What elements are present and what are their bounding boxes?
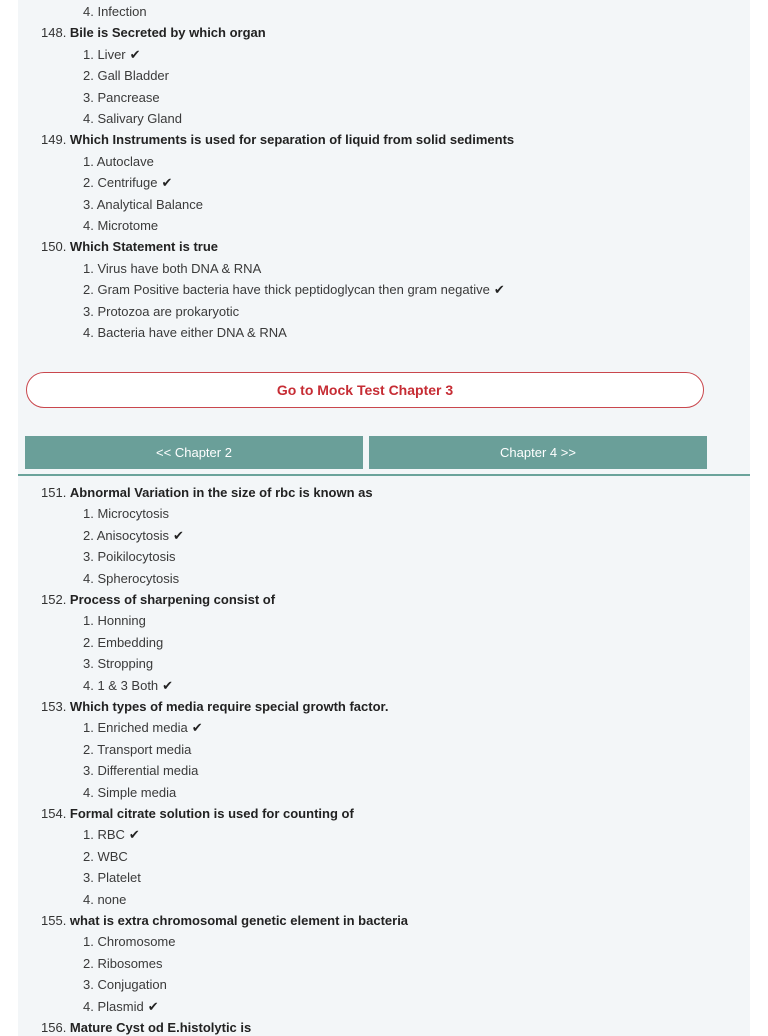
next-chapter-button[interactable]: Chapter 4 >> — [369, 436, 707, 469]
option-item — [83, 197, 203, 212]
option-item — [83, 999, 159, 1015]
option-item — [83, 785, 176, 800]
question-item — [41, 25, 266, 40]
question-number: 154. — [41, 806, 70, 821]
option-item — [83, 111, 182, 126]
question-text: what is extra chromosomal genetic element in bacteria — [69, 913, 409, 928]
option-item — [83, 571, 179, 586]
checkmark-icon: ✔ — [191, 720, 203, 736]
option-item — [83, 849, 128, 864]
question-panel-bottom — [18, 474, 750, 1036]
option-item — [83, 720, 203, 736]
question-item — [41, 806, 354, 821]
question-item — [41, 239, 218, 254]
option-item — [83, 613, 146, 628]
question-text: Abnormal Variation in the size of rbc is known as — [69, 485, 373, 500]
checkmark-icon: ✔ — [128, 827, 140, 843]
option-label: 2. WBC — [83, 848, 128, 864]
checkmark-icon: ✔ — [162, 677, 174, 693]
option-label: 2. Transport media — [83, 741, 192, 757]
option-label: 4. Spherocytosis — [83, 570, 180, 586]
option-item — [83, 977, 167, 992]
question-number: 149. — [41, 132, 70, 148]
question-number: 150. — [41, 239, 70, 255]
checkmark-icon: ✔ — [161, 175, 173, 191]
question-text: Bile is Secreted by which organ — [69, 25, 266, 41]
option-item — [83, 304, 239, 319]
option-label: 3. Conjugation — [83, 977, 167, 993]
mock-test-button[interactable]: Go to Mock Test Chapter 3 — [26, 372, 704, 408]
option-item — [83, 763, 198, 778]
option-item — [83, 90, 160, 105]
option-item — [83, 656, 153, 671]
option-label: 1. Enriched media — [83, 720, 188, 736]
option-label: 3. Poikilocytosis — [83, 549, 176, 565]
question-text: Which Instruments is used for separation of liquid from solid sediments — [69, 132, 515, 148]
option-label: 1. Liver — [83, 46, 126, 62]
question-item — [41, 592, 275, 607]
option-label: 3. Platelet — [83, 870, 141, 886]
option-item — [83, 218, 158, 233]
checkmark-icon: ✔ — [147, 998, 159, 1014]
question-number: 151. — [41, 485, 70, 500]
option-label: 1. RBC — [83, 827, 125, 843]
option-label: 4. Infection — [83, 4, 147, 19]
option-label: 4. Bacteria have either DNA & RNA — [83, 325, 287, 340]
question-text: Process of sharpening consist of — [69, 592, 276, 607]
option-label: 1. Honning — [83, 613, 146, 629]
question-item — [41, 485, 373, 500]
option-item — [83, 956, 162, 971]
option-item — [83, 827, 140, 843]
option-item — [83, 635, 163, 650]
option-label: 2. Anisocytosis — [83, 527, 169, 543]
question-item — [41, 913, 408, 928]
option-item — [83, 325, 287, 340]
option-label: 3. Pancrease — [83, 89, 160, 105]
question-text: Formal citrate solution is used for counting of — [69, 806, 354, 821]
question-number: 155. — [41, 913, 70, 928]
option-label: 4. Plasmid — [83, 998, 144, 1014]
option-label: 2. Embedding — [83, 634, 164, 650]
question-number: 148. — [41, 25, 70, 41]
option-label: 2. Gram Positive bacteria have thick peptidoglycan then gram negative — [83, 282, 490, 298]
option-label: 4. Simple media — [83, 784, 177, 800]
checkmark-icon: ✔ — [129, 46, 141, 62]
question-number: 152. — [41, 592, 70, 607]
checkmark-icon: ✔ — [173, 527, 184, 543]
question-item — [41, 1020, 251, 1035]
option-item — [83, 549, 175, 564]
option-item — [83, 47, 141, 63]
option-item — [83, 154, 154, 169]
option-item — [83, 175, 172, 191]
option-label: 1. Virus have both DNA & RNA — [83, 260, 262, 276]
option-label: 2. Ribosomes — [83, 955, 163, 971]
option-label: 3. Stropping — [83, 656, 154, 672]
option-label: 4. 1 & 3 Both — [83, 677, 159, 693]
question-text: Mature Cyst od E.histolytic is — [69, 1020, 252, 1035]
option-label: 4. none — [83, 891, 127, 907]
option-label: 1. Autoclave — [83, 153, 154, 169]
option-label: 3. Analytical Balance — [83, 196, 203, 212]
option-label: 2. Gall Bladder — [83, 68, 169, 84]
option-item — [83, 870, 141, 885]
question-number: 156. — [41, 1020, 70, 1035]
question-number: 153. — [41, 699, 70, 714]
question-text: Which Statement is true — [69, 239, 218, 255]
option-label: 3. Protozoa are prokaryotic — [83, 303, 240, 319]
option-label: 1. Chromosome — [83, 934, 176, 950]
option-label: 4. Microtome — [83, 218, 159, 233]
option-item — [83, 934, 175, 949]
option-label: 1. Microcytosis — [83, 506, 169, 522]
option-item — [83, 4, 147, 19]
question-item — [41, 699, 389, 714]
option-item — [83, 892, 126, 907]
option-item — [83, 261, 261, 276]
option-item — [83, 678, 173, 694]
question-item — [41, 132, 514, 147]
question-text: Which types of media require special growth factor. — [69, 699, 389, 714]
option-label: 2. Centrifuge — [83, 175, 158, 191]
checkmark-icon: ✔ — [493, 282, 505, 298]
option-item — [83, 506, 169, 521]
option-item — [83, 528, 184, 544]
previous-chapter-button[interactable]: << Chapter 2 — [25, 436, 363, 469]
option-item — [83, 68, 169, 83]
option-label: 3. Differential media — [83, 763, 199, 779]
option-item — [83, 282, 505, 298]
option-item — [83, 742, 191, 757]
option-label: 4. Salivary Gland — [83, 111, 182, 126]
